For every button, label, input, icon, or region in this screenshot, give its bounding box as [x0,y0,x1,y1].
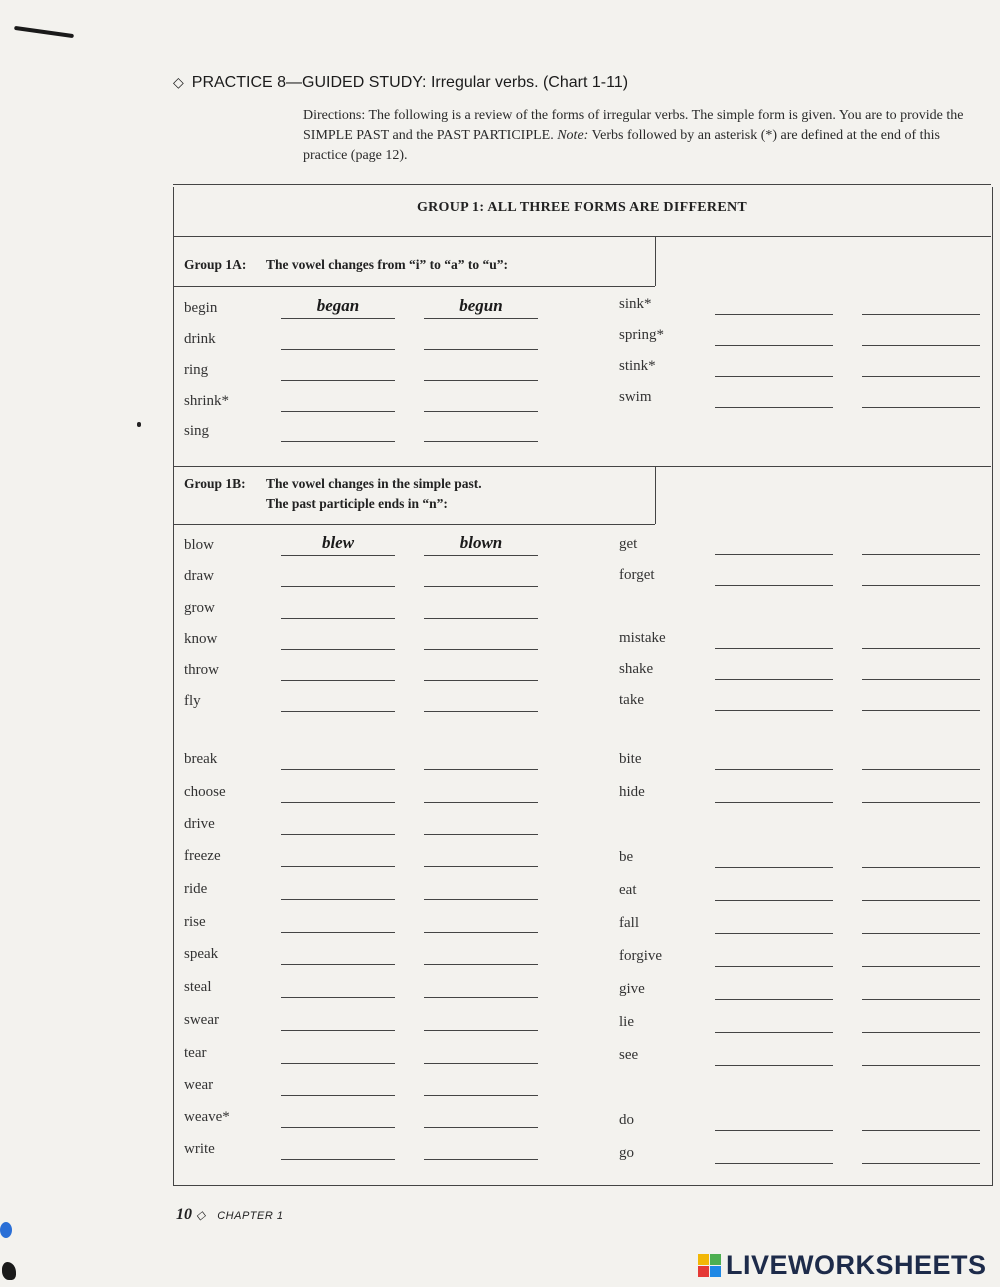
simple-past-blank[interactable] [715,802,833,803]
verb-label: give [619,981,645,997]
simple-past-blank[interactable] [281,834,395,835]
simple-past-blank[interactable] [281,899,395,900]
past-participle-blank[interactable] [862,1032,980,1033]
simple-past-blank[interactable] [281,1159,395,1160]
divider [655,466,656,524]
verb-label: blow [184,537,214,553]
simple-past-blank[interactable] [715,900,833,901]
liveworksheets-logo-icon [698,1254,722,1278]
simple-past-blank[interactable] [281,586,395,587]
verb-label: lie [619,1014,634,1030]
verb-label: drive [184,816,215,832]
group1b-header: Group 1B: The vowel changes in the simple past. The past participle ends in “n”: [184,476,482,511]
verb-label: eat [619,882,637,898]
verb-label: begin [184,300,218,316]
past-participle-blank[interactable] [424,680,538,681]
verb-label: grow [184,600,215,616]
simple-past-blank[interactable] [715,1032,833,1033]
past-participle-blank[interactable] [862,407,980,408]
divider [655,236,656,286]
past-participle-blank[interactable] [862,679,980,680]
verb-label: shrink* [184,393,229,409]
page-footer: 10 ◇ CHAPTER 1 [176,1206,284,1223]
past-participle-blank[interactable] [424,1127,538,1128]
past-participle-blank[interactable] [424,1095,538,1096]
frame-top-rule [173,184,991,185]
simple-past-blank[interactable] [281,380,395,381]
past-participle-blank[interactable] [862,999,980,1000]
scan-artifact-blue [0,1222,12,1238]
simple-past-blank[interactable] [281,555,395,556]
scan-artifact-line [14,26,74,38]
past-participle-blank[interactable] [862,867,980,868]
simple-past-blank[interactable] [281,802,395,803]
verb-label: steal [184,979,212,995]
divider [173,286,655,287]
simple-past-blank[interactable] [715,867,833,868]
simple-past-blank[interactable] [715,1130,833,1131]
verb-label: know [184,631,218,647]
past-participle-blank[interactable] [862,710,980,711]
verb-label: stink* [619,358,656,374]
simple-past-blank[interactable] [715,407,833,408]
practice-title: ◇ PRACTICE 8—GUIDED STUDY: Irregular verbs. (Chart 1-11) [173,74,629,91]
verb-label: do [619,1112,634,1128]
past-participle-blank[interactable] [424,411,538,412]
verb-label: ride [184,881,208,897]
group1-frame [173,187,993,1186]
simple-past-blank[interactable] [715,345,833,346]
simple-past-blank[interactable] [281,1127,395,1128]
verb-label: weave* [184,1109,230,1125]
past-participle-blank[interactable] [424,964,538,965]
past-participle-blank[interactable] [424,318,538,319]
simple-past-blank[interactable] [715,710,833,711]
simple-past-blank[interactable] [715,585,833,586]
verb-label: get [619,536,638,552]
past-participle-blank[interactable] [424,555,538,556]
verb-label: drink [184,331,216,347]
simple-past-blank[interactable] [281,997,395,998]
past-participle-blank[interactable] [862,933,980,934]
past-participle-blank[interactable] [424,834,538,835]
simple-past-blank[interactable] [715,1163,833,1164]
past-participle-blank[interactable] [862,585,980,586]
simple-past-blank[interactable] [715,1065,833,1066]
simple-past-blank[interactable] [281,711,395,712]
verb-label: choose [184,784,226,800]
past-participle-blank[interactable] [424,1030,538,1031]
past-participle-blank[interactable] [424,711,538,712]
verb-label: spring* [619,327,664,343]
verb-label: sink* [619,296,652,312]
simple-past-blank[interactable] [281,932,395,933]
verb-label: take [619,692,644,708]
past-participle-blank[interactable] [424,441,538,442]
verb-label: speak [184,946,219,962]
simple-past-blank[interactable] [715,679,833,680]
verb-label: bite [619,751,642,767]
group1a-header: Group 1A: The vowel changes from “i” to “a” to “u”: [184,257,508,272]
past-participle-blank[interactable] [862,1065,980,1066]
liveworksheets-brand: LIVEWORKSHEETS [726,1250,987,1280]
verb-label: forget [619,567,655,583]
simple-past-blank[interactable] [281,349,395,350]
verb-label: fall [619,915,639,931]
verb-label: draw [184,568,214,584]
past-participle-blank[interactable] [862,554,980,555]
past-participle-blank[interactable] [424,997,538,998]
simple-past-blank[interactable] [281,866,395,867]
simple-past-blank[interactable] [281,618,395,619]
verb-label: shake [619,661,654,677]
past-participle-blank[interactable] [424,649,538,650]
directions: Directions: The following is a review of the forms of irregular verbs. The simple form is given. You are to provide the SIMPLE PAST and the PAST PARTICIPLE. Note: Verbs followed by an asterisk (*) are defined at the end of this practice (page 12). [303,108,964,163]
verb-label: go [619,1145,634,1161]
past-participle-blank[interactable] [862,802,980,803]
past-participle-blank[interactable] [424,1063,538,1064]
verb-label: fly [184,693,201,709]
simple-past-blank[interactable] [715,966,833,967]
simple-past-blank[interactable] [715,376,833,377]
verb-label: wear [184,1077,214,1093]
past-participle-blank[interactable] [862,769,980,770]
simple-past-blank[interactable] [281,1030,395,1031]
verb-label: mistake [619,630,666,646]
simple-past-answer: began [316,296,360,315]
past-participle-blank[interactable] [862,376,980,377]
past-participle-blank[interactable] [424,866,538,867]
verb-label: tear [184,1045,207,1061]
past-participle-blank[interactable] [424,932,538,933]
past-participle-blank[interactable] [424,380,538,381]
simple-past-blank[interactable] [281,680,395,681]
diamond-icon: ◇ [196,1208,206,1222]
verb-label: freeze [184,848,221,864]
past-participle-blank[interactable] [862,1163,980,1164]
simple-past-blank[interactable] [715,648,833,649]
verb-label: hide [619,784,645,800]
past-participle-blank[interactable] [424,1159,538,1160]
past-participle-blank[interactable] [862,900,980,901]
simple-past-blank[interactable] [281,649,395,650]
diamond-icon: ◇ [173,74,184,90]
simple-past-blank[interactable] [281,1063,395,1064]
simple-past-answer: blew [321,533,355,552]
past-participle-blank[interactable] [862,966,980,967]
verb-label: swim [619,389,652,405]
past-participle-answer: begun [459,296,503,315]
past-participle-blank[interactable] [424,618,538,619]
past-participle-blank[interactable] [424,802,538,803]
simple-past-blank[interactable] [281,1095,395,1096]
past-participle-blank[interactable] [424,769,538,770]
verb-label: rise [184,914,206,930]
verb-label: write [184,1141,215,1157]
past-participle-answer: blown [459,533,503,552]
past-participle-blank[interactable] [424,586,538,587]
simple-past-blank[interactable] [281,964,395,965]
simple-past-blank[interactable] [281,441,395,442]
past-participle-blank[interactable] [862,648,980,649]
divider [173,236,991,237]
verb-label: throw [184,662,219,678]
past-participle-blank[interactable] [862,314,980,315]
divider [173,466,991,467]
scan-artifact-blot [2,1262,16,1280]
divider [173,524,655,525]
past-participle-blank[interactable] [424,899,538,900]
verb-label: sing [184,423,210,439]
verb-label: swear [184,1012,219,1028]
simple-past-blank[interactable] [715,554,833,555]
simple-past-blank[interactable] [281,318,395,319]
verb-label: forgive [619,948,663,964]
simple-past-blank[interactable] [715,933,833,934]
verb-label: be [619,849,634,865]
simple-past-blank[interactable] [715,769,833,770]
past-participle-blank[interactable] [862,1130,980,1131]
past-participle-blank[interactable] [424,349,538,350]
simple-past-blank[interactable] [715,314,833,315]
simple-past-blank[interactable] [281,411,395,412]
simple-past-blank[interactable] [281,769,395,770]
past-participle-blank[interactable] [862,345,980,346]
simple-past-blank[interactable] [715,999,833,1000]
group1-heading: GROUP 1: ALL THREE FORMS ARE DIFFERENT [416,200,748,215]
scan-artifact-dot [137,422,141,427]
verb-label: see [619,1047,639,1063]
verb-label: ring [184,362,209,378]
verb-label: break [184,751,218,767]
